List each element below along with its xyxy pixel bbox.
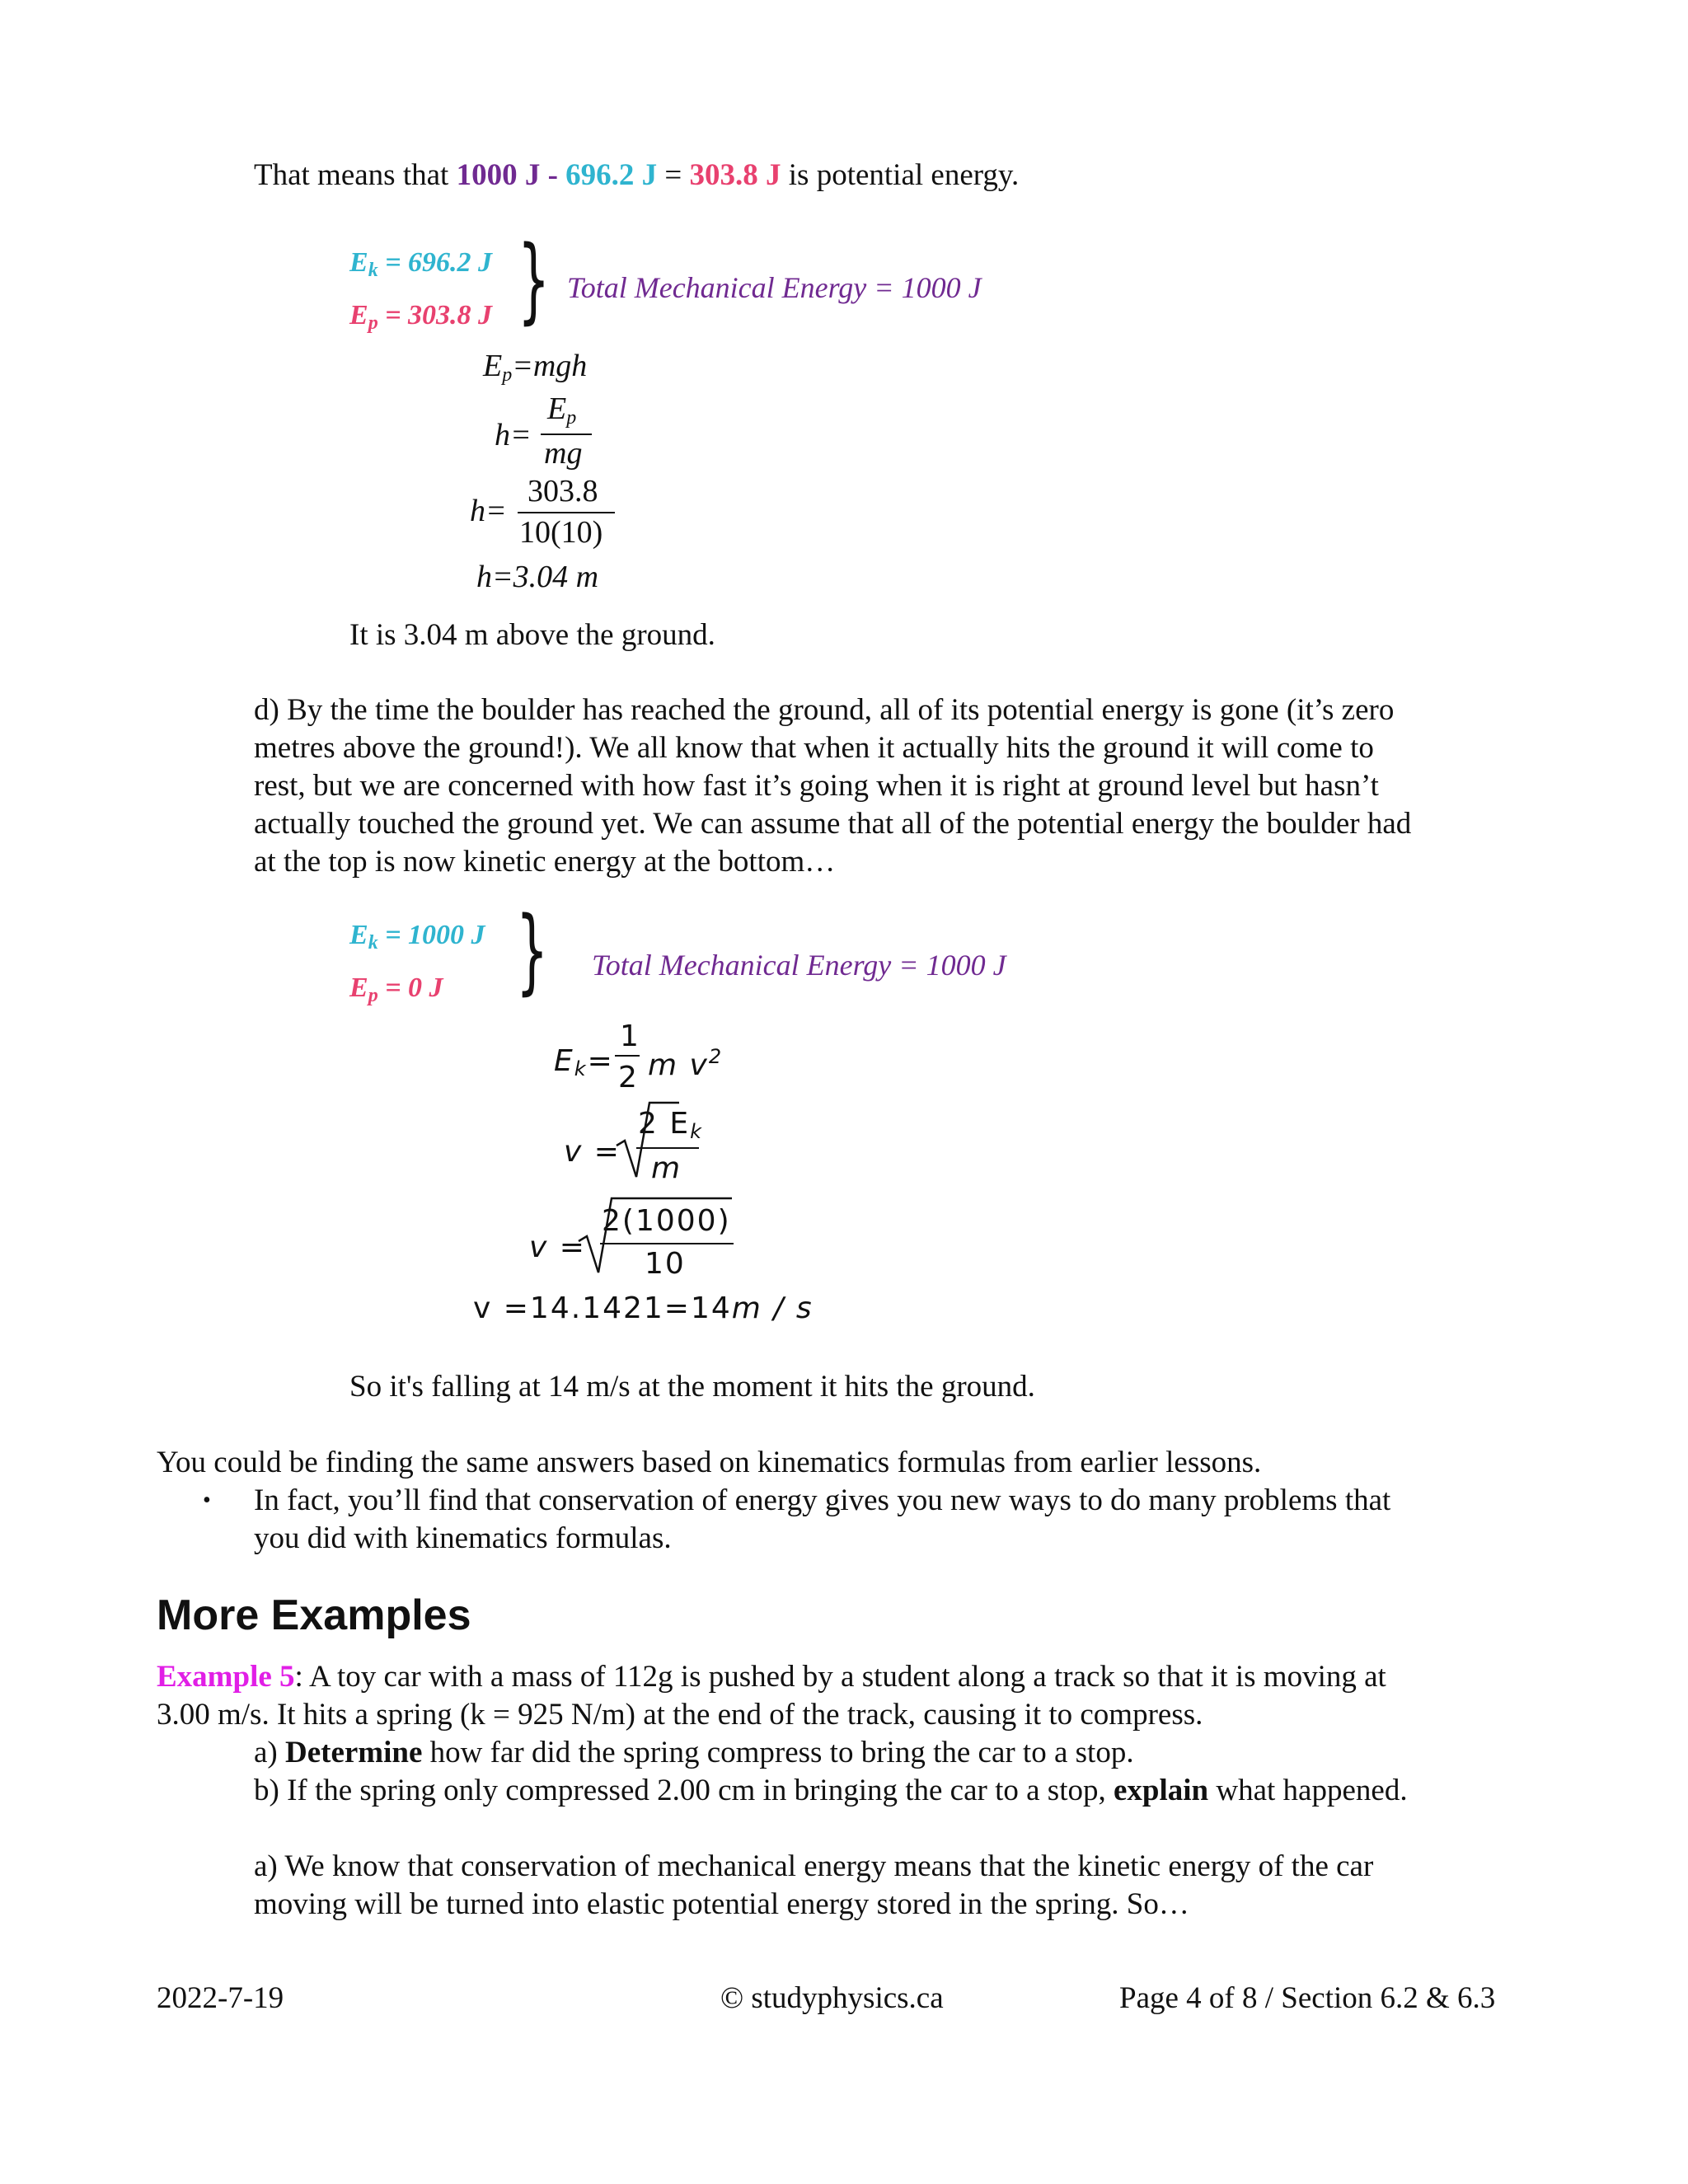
example5-label: Example 5 <box>157 1660 295 1694</box>
block2-total: Total Mechanical Energy = 1000 J <box>592 949 1006 982</box>
intro-line <box>254 157 1019 194</box>
section-heading: More Examples <box>157 1591 471 1639</box>
calc2-line1-sub: k <box>574 1057 588 1080</box>
intro-prefix: That means that <box>254 158 457 192</box>
calc2-line3-den: 10 <box>645 1247 686 1281</box>
block1-ep-label: E <box>349 300 368 330</box>
calc2-line1-rhs <box>648 1040 723 1082</box>
kinematics-bullet-text <box>254 1482 1390 1558</box>
example5-b-prefix: b) If the spring only compressed 2.00 cm in bringing the car to a stop, <box>254 1774 1114 1807</box>
result1: It is 3.04 m above the ground. <box>349 618 715 652</box>
intro-total-energy: 1000 J <box>456 158 541 192</box>
part-d-line: actually touched the ground yet. We can assume that all of the potential energy the boulder had <box>254 807 1412 841</box>
example5-a-prefix: a) <box>254 1736 285 1769</box>
bullet-line: In fact, you’ll find that conservation of energy gives you new ways to do many problems that <box>254 1483 1391 1517</box>
calc2-line1-lhs-text: E <box>554 1044 574 1078</box>
calc2-line1-sup: 2 <box>708 1045 724 1068</box>
calc2-line2-num <box>638 1108 703 1148</box>
calc2-line2-fraction-bar <box>636 1147 699 1149</box>
calc2-line4-unit: m / s <box>731 1291 814 1325</box>
calc2-line2-num-text: 2 E <box>638 1107 691 1141</box>
block1-ek-label: E <box>349 247 368 278</box>
calc2-line4 <box>473 1292 814 1325</box>
example5-line1-rest: : A toy car with a mass of 112g is pushed by a student along a track so that it is moving at <box>294 1660 1386 1694</box>
calc1-line2-num-sub: p <box>566 407 577 429</box>
calc1-line3-den: 10(10) <box>519 515 603 550</box>
calc2-line3-fraction-bar <box>600 1243 734 1244</box>
calc2-line1-rhs-text: m v <box>648 1048 709 1082</box>
kinematics-line: You could be finding the same answers based on kinematics formulas from earlier lessons. <box>157 1446 1262 1479</box>
intro-potential-energy: 303.8 J <box>689 158 781 192</box>
block1-ep-value: = 303.8 J <box>377 300 493 330</box>
example5-a-bold: Determine <box>285 1736 423 1769</box>
result2: So it's falling at 14 m/s at the moment it hits the ground. <box>349 1370 1035 1404</box>
calc1-line4-unit: m <box>575 560 599 594</box>
calc1-line2-lhs: h= <box>495 418 532 452</box>
calc1-line2-num-text: E <box>547 391 567 426</box>
calc2-line1-lhs <box>554 1045 614 1085</box>
block1-ep-sub: p <box>368 312 378 334</box>
part-d-paragraph <box>254 691 1411 881</box>
part-d-line: at the top is now kinetic energy at the bottom… <box>254 845 836 879</box>
calc1-line1-lhs: E <box>483 349 503 383</box>
block2-ep-sub: p <box>368 985 378 1006</box>
example5-part-b <box>254 1772 1408 1810</box>
block2-ek-value: = 1000 J <box>377 920 485 950</box>
intro-suffix: is potential energy. <box>781 158 1020 192</box>
calc1-line2-den: mg <box>544 436 583 471</box>
block1-ep <box>349 297 492 342</box>
part-d-line: rest, but we are concerned with how fast it’s going when it is right at ground level but hasn’t <box>254 769 1379 803</box>
calc1-line1-sub: p <box>502 364 513 386</box>
calc1-line4-value: h=3.04 <box>476 560 569 594</box>
calc1-line2-fraction-bar <box>541 434 592 435</box>
block2-ep <box>349 969 443 1015</box>
calc1-line3-num: 303.8 <box>528 474 598 509</box>
calc1-line3-fraction-bar <box>518 512 615 513</box>
block1-ek-value: = 696.2 J <box>377 247 493 278</box>
block2-ep-value: = 0 J <box>377 972 443 1003</box>
block1-ek <box>349 244 492 289</box>
calc1-line1 <box>483 349 587 391</box>
block2-ep-label: E <box>349 972 368 1003</box>
block1-total: Total Mechanical Energy = 1000 J <box>567 271 982 304</box>
answer-a-paragraph <box>254 1848 1373 1924</box>
answer-a-line: moving will be turned into elastic potential energy stored in the spring. So… <box>254 1887 1189 1921</box>
calc1-line1-rhs: =mgh <box>512 349 588 383</box>
block1-brace: } <box>518 227 551 334</box>
calc2-line1-eq: = <box>587 1044 614 1078</box>
calc2-line2-num-sub: k <box>690 1120 703 1143</box>
calc2-line1-fraction-bar <box>615 1055 640 1057</box>
intro-equals: = <box>657 158 690 192</box>
calc2-line2-lhs: v = <box>564 1135 621 1169</box>
calc2-line3-lhs: v = <box>529 1230 586 1264</box>
calc2-line3-num: 2(1000) <box>602 1204 731 1238</box>
calc1-line4 <box>476 560 598 593</box>
calc2-line1-den: 2 <box>618 1061 639 1094</box>
intro-minus: - <box>540 158 566 192</box>
calc2-line1-num: 1 <box>620 1019 640 1053</box>
calc2-line4-value: v =14.1421=14 <box>473 1291 732 1325</box>
intro-kinetic-energy: 696.2 J <box>565 158 658 192</box>
block2-ek <box>349 916 485 962</box>
example5-part-a <box>254 1734 1134 1772</box>
block2-brace: } <box>516 898 549 1005</box>
part-d-line: metres above the ground!). We all know that when it actually hits the ground it will come to <box>254 731 1374 765</box>
block2-ek-sub: k <box>368 932 378 954</box>
footer-page: Page 4 of 8 / Section 6.2 & 6.3 <box>1119 1981 1496 2015</box>
bullet-line: you did with kinematics formulas. <box>254 1521 672 1555</box>
block2-ek-label: E <box>349 920 368 950</box>
footer-site: © studyphysics.ca <box>720 1981 944 2015</box>
block1-ek-sub: k <box>368 260 378 281</box>
bullet-icon: • <box>203 1488 211 1513</box>
answer-a-line: a) We know that conservation of mechanical energy means that the kinetic energy of the car <box>254 1849 1374 1883</box>
example5-line2: 3.00 m/s. It hits a spring (k = 925 N/m) at the end of the track, causing it to compress. <box>157 1698 1203 1732</box>
example5-b-bold: explain <box>1113 1774 1209 1807</box>
example5-b-rest: what happened. <box>1208 1774 1408 1807</box>
example5-line1 <box>157 1658 1386 1696</box>
footer-date: 2022-7-19 <box>157 1981 284 2015</box>
calc2-line2-den: m <box>651 1151 682 1185</box>
example5-a-rest: how far did the spring compress to bring the car to a stop. <box>422 1736 1134 1769</box>
calc1-line2-num <box>547 392 576 434</box>
part-d-line: d) By the time the boulder has reached the ground, all of its potential energy is gone (it’s zero <box>254 693 1395 727</box>
calc1-line3-lhs: h= <box>470 494 507 528</box>
